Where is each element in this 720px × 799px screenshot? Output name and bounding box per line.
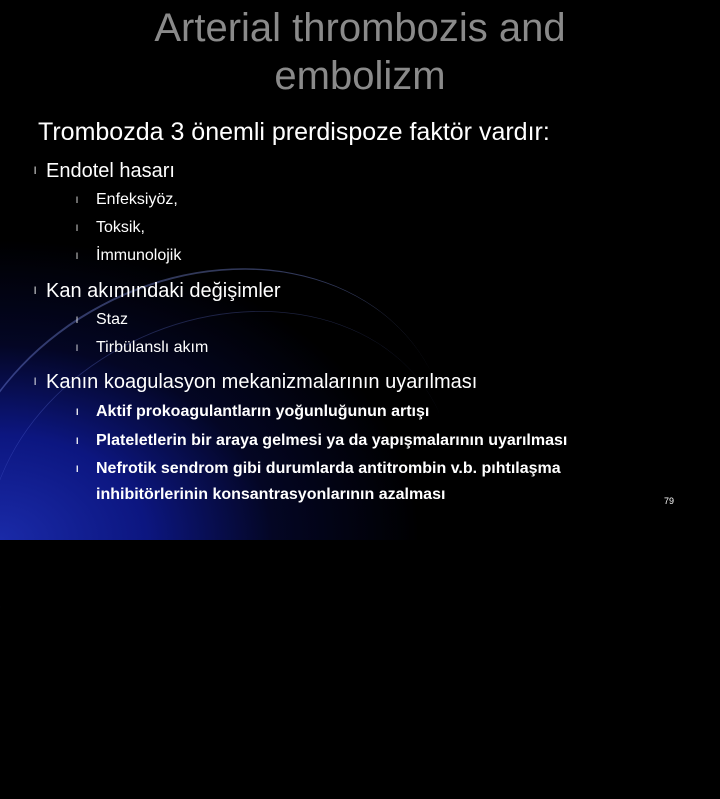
list-item-label: Staz bbox=[96, 311, 129, 328]
list-item bbox=[76, 460, 561, 478]
bullet-icon: l bbox=[34, 166, 37, 178]
list-item bbox=[76, 403, 429, 421]
list-item-label: İmmunolojik bbox=[96, 247, 182, 264]
page-number: 79 bbox=[664, 496, 675, 506]
list-item bbox=[76, 247, 181, 265]
bullet-icon: l bbox=[76, 250, 78, 261]
list-item-label: Plateletlerin bir araya gelmesi ya da yapışmalarının uyarılması bbox=[96, 432, 568, 449]
group-heading-label: Kanın koagulasyon mekanizmalarının uyarılması bbox=[46, 371, 478, 393]
group-heading-koagulasyon bbox=[34, 371, 477, 394]
bullet-icon: l bbox=[34, 377, 37, 389]
bullet-icon: l bbox=[76, 194, 78, 205]
list-item-continuation: inhibitörlerinin konsantrasyonlarının azalması bbox=[96, 486, 446, 503]
list-item bbox=[76, 432, 567, 450]
list-item-label: Nefrotik sendrom gibi durumlarda antitrombin v.b. pıhtılaşma bbox=[96, 460, 561, 477]
list-item bbox=[76, 219, 145, 237]
list-item-label: Enfeksiyöz, bbox=[96, 191, 178, 208]
bullet-icon: l bbox=[76, 435, 79, 446]
group-heading-label: Kan akımındaki değişimler bbox=[46, 280, 281, 302]
list-item bbox=[76, 311, 128, 329]
intro-text: Trombozda 3 önemli prerdispoze faktör vardır: bbox=[38, 118, 550, 146]
title-line-1: Arterial thrombozis and bbox=[154, 6, 566, 50]
list-item-label: Tirbülanslı akım bbox=[96, 339, 209, 356]
group-heading-label: Endotel hasarı bbox=[46, 160, 175, 182]
list-item bbox=[76, 191, 178, 209]
bullet-icon: l bbox=[76, 463, 79, 474]
bullet-icon: l bbox=[34, 286, 37, 298]
bullet-icon: l bbox=[76, 406, 79, 417]
list-item bbox=[76, 339, 208, 357]
bullet-icon: l bbox=[76, 314, 78, 325]
list-item-label: Aktif prokoagulantların yoğunluğunun artışı bbox=[96, 403, 430, 420]
group-heading-kan-akimi bbox=[34, 280, 281, 303]
bullet-icon: l bbox=[76, 342, 78, 353]
bullet-icon: l bbox=[76, 222, 78, 233]
list-item-label: Toksik, bbox=[96, 219, 145, 236]
group-heading-endotel bbox=[34, 160, 175, 183]
title-line-2: embolizm bbox=[274, 54, 446, 98]
